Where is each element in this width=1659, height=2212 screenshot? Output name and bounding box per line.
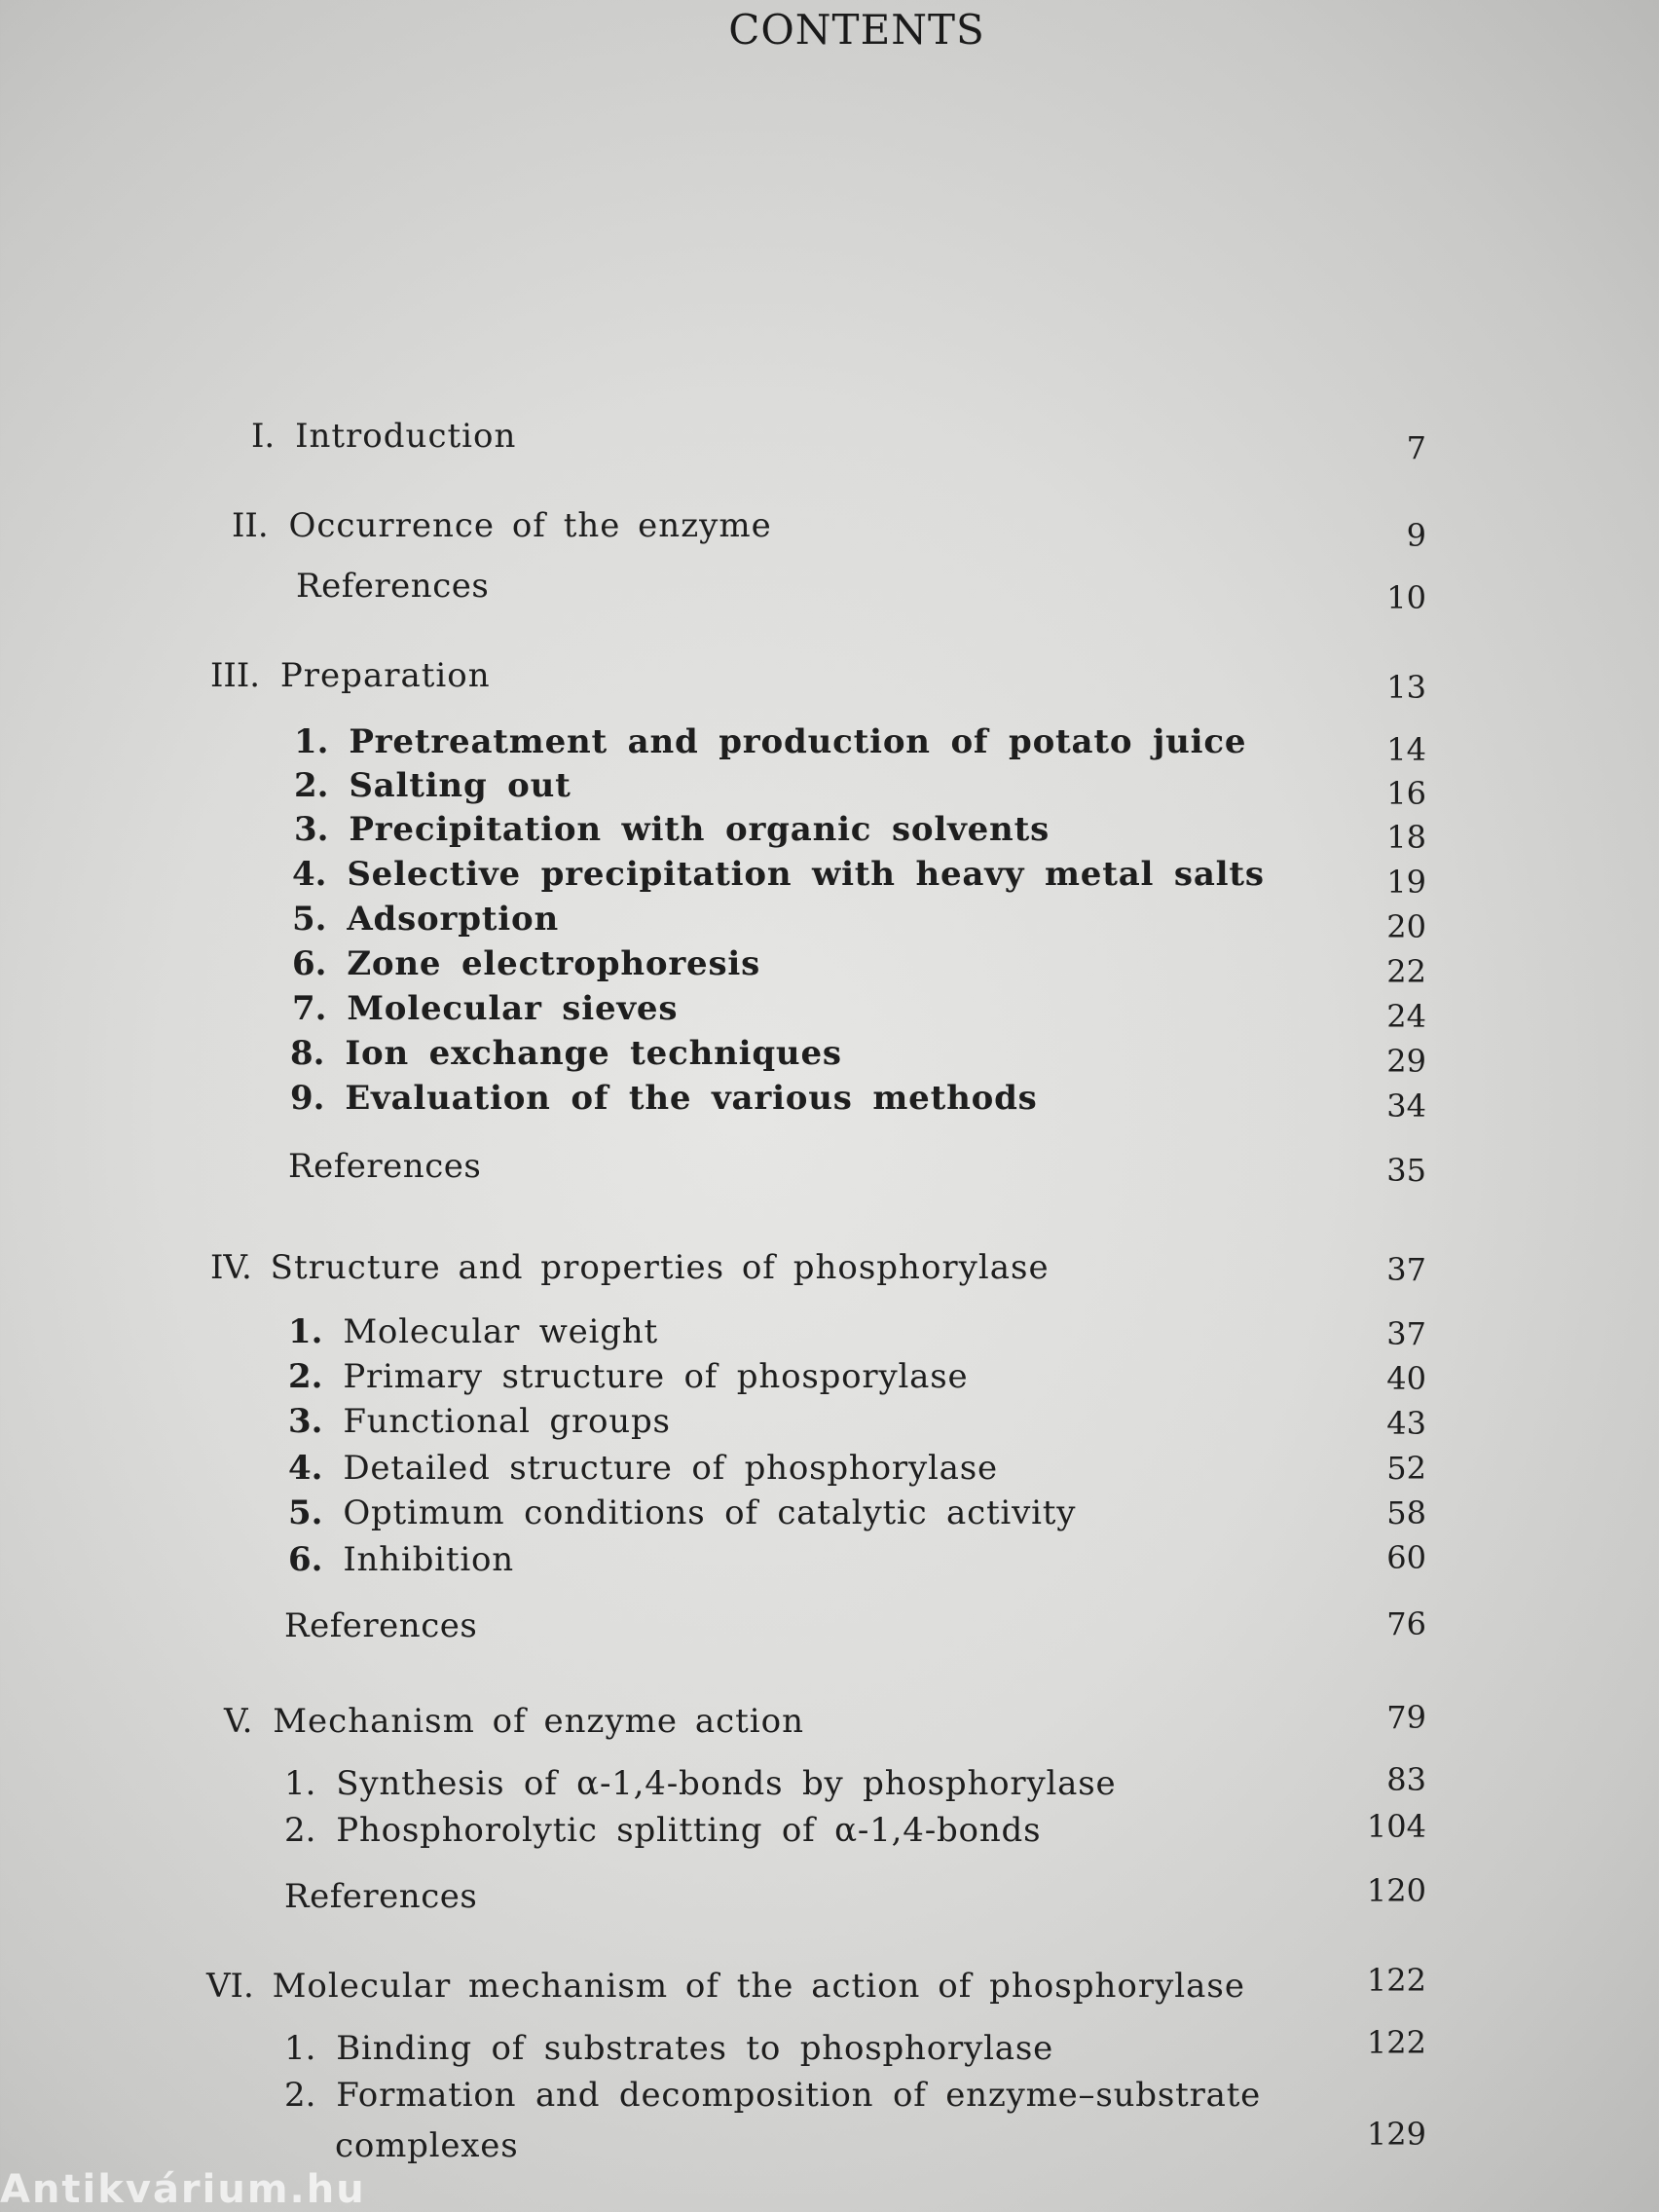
item-title: Molecular weight xyxy=(343,1312,658,1351)
item-title: Pretreatment and production of potato juice xyxy=(349,722,1247,761)
section-item xyxy=(290,1034,842,1073)
section-item xyxy=(292,989,678,1028)
references-label: References xyxy=(284,1877,478,1916)
item-title: Molecular sieves xyxy=(347,989,679,1028)
section-item xyxy=(292,855,1265,894)
item-title: Phosphorolytic splitting of α-1,4-bonds xyxy=(336,1811,1042,1850)
references-3 xyxy=(284,1606,477,1645)
chapter-2 xyxy=(232,506,772,545)
chapter-title: Preparation xyxy=(279,656,491,695)
page-number: 37 xyxy=(1386,1251,1426,1288)
section-item xyxy=(284,1811,1041,1850)
item-title: Adsorption xyxy=(347,900,559,939)
chapter-title: Occurrence of the enzyme xyxy=(288,506,772,545)
chapter-number: III. xyxy=(210,656,261,695)
item-title: Zone electrophoresis xyxy=(347,944,761,983)
item-title: Primary structure of phosporylase xyxy=(343,1357,969,1396)
section-item xyxy=(288,1402,671,1441)
item-title: Ion exchange techniques xyxy=(345,1034,842,1073)
page-number: 24 xyxy=(1386,998,1426,1035)
page-number: 122 xyxy=(1366,2024,1426,2061)
item-title: complexes xyxy=(335,2126,519,2165)
item-number: 4. xyxy=(292,855,327,894)
item-number: 5. xyxy=(292,900,327,939)
item-number: 6. xyxy=(292,944,327,983)
item-number: 3. xyxy=(288,1402,323,1441)
section-item xyxy=(292,944,760,983)
item-number: 5. xyxy=(288,1493,323,1532)
references-label: References xyxy=(288,1147,482,1186)
item-title: Optimum conditions of catalytic activity xyxy=(343,1493,1077,1532)
page-number: 58 xyxy=(1386,1494,1426,1531)
chapter-title: Introduction xyxy=(295,417,517,456)
page-number: 35 xyxy=(1386,1152,1426,1189)
item-title: Synthesis of α-1,4-bonds by phosphorylase xyxy=(336,1764,1117,1803)
item-number: 1. xyxy=(294,722,329,761)
section-item xyxy=(288,1357,968,1396)
chapter-6 xyxy=(206,1967,1245,2006)
item-title: Salting out xyxy=(349,766,571,805)
chapter-number: VI. xyxy=(206,1967,254,2006)
page-number: 79 xyxy=(1386,1699,1426,1736)
section-item xyxy=(288,1493,1076,1532)
item-number: 2. xyxy=(294,766,329,805)
page-number: 43 xyxy=(1386,1405,1426,1442)
chapter-number: I. xyxy=(251,417,276,456)
page-number: 52 xyxy=(1386,1450,1426,1487)
item-title: Precipitation with organic solvents xyxy=(349,810,1051,849)
item-number: 1. xyxy=(284,2029,316,2068)
page-number: 13 xyxy=(1386,669,1426,706)
page-number: 37 xyxy=(1386,1315,1426,1352)
page-number: 120 xyxy=(1366,1872,1426,1909)
page-number: 83 xyxy=(1386,1761,1426,1798)
item-title: Selective precipitation with heavy metal salts xyxy=(347,855,1265,894)
item-number: 1. xyxy=(288,1312,323,1351)
item-number: 4. xyxy=(288,1449,323,1488)
page-number: 122 xyxy=(1366,1962,1426,1999)
chapter-5 xyxy=(224,1702,804,1741)
section-item xyxy=(294,766,571,805)
chapter-title: Molecular mechanism of the action of phosphorylase xyxy=(272,1967,1245,2006)
page-number: 76 xyxy=(1386,1605,1426,1642)
item-title: Evaluation of the various methods xyxy=(345,1079,1038,1118)
section-item xyxy=(294,810,1050,849)
item-number: 9. xyxy=(290,1079,325,1118)
chapter-4 xyxy=(210,1248,1050,1287)
item-title: Detailed structure of phosphorylase xyxy=(343,1449,998,1488)
item-title: Binding of substrates to phosphorylase xyxy=(336,2029,1054,2068)
item-title: Inhibition xyxy=(343,1540,514,1579)
page-number: 16 xyxy=(1386,775,1426,812)
item-number: 1. xyxy=(284,1764,316,1803)
section-item xyxy=(284,1764,1116,1803)
page-number: 40 xyxy=(1386,1360,1426,1397)
page-number: 20 xyxy=(1386,908,1426,945)
item-number: 3. xyxy=(294,810,329,849)
chapter-title: Structure and properties of phosphorylase xyxy=(270,1248,1050,1287)
page-number: 14 xyxy=(1386,731,1426,768)
item-title: Functional groups xyxy=(343,1402,671,1441)
item-number: 7. xyxy=(292,989,327,1028)
section-item xyxy=(288,1449,998,1488)
section-item xyxy=(292,900,559,939)
item-number: 6. xyxy=(288,1540,323,1579)
chapter-number: V. xyxy=(224,1702,253,1741)
references-1 xyxy=(296,567,489,606)
page-number: 129 xyxy=(1366,2116,1426,2153)
section-item xyxy=(290,1079,1038,1118)
section-item-continuation xyxy=(335,2126,518,2165)
page-number: 19 xyxy=(1386,864,1426,901)
item-number: 2. xyxy=(288,1357,323,1396)
item-title: Formation and decomposition of enzyme–substrate xyxy=(336,2076,1262,2115)
chapter-3 xyxy=(210,656,491,695)
page-number: 29 xyxy=(1386,1043,1426,1080)
item-number: 8. xyxy=(290,1034,325,1073)
section-item xyxy=(284,2029,1053,2068)
page-number: 7 xyxy=(1406,429,1426,466)
section-item xyxy=(288,1312,658,1351)
page-number: 34 xyxy=(1386,1088,1426,1124)
chapter-title: Mechanism of enzyme action xyxy=(273,1702,805,1741)
section-item xyxy=(284,2076,1261,2115)
references-label: References xyxy=(296,567,490,606)
references-label: References xyxy=(284,1606,478,1645)
section-item xyxy=(294,722,1246,761)
page-number: 10 xyxy=(1386,579,1426,616)
page-number: 22 xyxy=(1386,953,1426,990)
page-number: 60 xyxy=(1386,1539,1426,1576)
page-number: 9 xyxy=(1406,517,1426,554)
chapter-number: II. xyxy=(232,506,269,545)
chapter-1 xyxy=(251,417,516,456)
page-number: 104 xyxy=(1366,1808,1426,1845)
item-number: 2. xyxy=(284,2076,316,2115)
section-item xyxy=(288,1540,514,1579)
watermark: Antikvárium.hu xyxy=(0,2167,366,2212)
item-number: 2. xyxy=(284,1811,316,1850)
references-2 xyxy=(288,1147,481,1186)
chapter-number: IV. xyxy=(210,1248,252,1287)
references-4 xyxy=(284,1877,477,1916)
page-title: CONTENTS xyxy=(728,6,985,54)
page-number: 18 xyxy=(1386,819,1426,856)
